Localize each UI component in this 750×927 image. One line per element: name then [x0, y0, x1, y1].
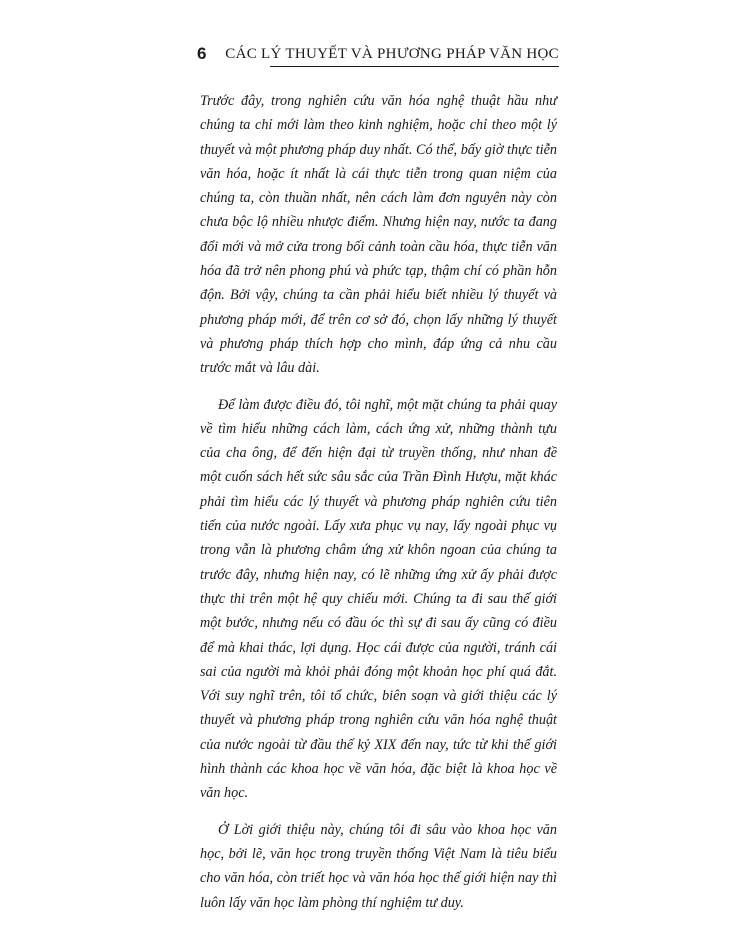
body-text — [200, 89, 557, 927]
paragraph-2: Để làm được điều đó, tôi nghĩ, một mặt chúng ta phải quay về tìm hiểu những cách làm, cách ứng xử, những thành tựu của cha ông, để đến hiện đại từ truyền thống, như nhan đề một cuốn sách hết sức sâu sắc của Trần Đình Hượu, mặt khác phải tìm hiểu các lý thuyết và phương pháp nghiên cứu tiên tiến của nước ngoài. Lấy xưa phục vụ nay, lấy ngoài phục vụ trong vẫn là phương châm ứng xử khôn ngoan của chúng ta trước đây, nhưng hiện nay, có lẽ những ứng xử ấy phải được thực thi trên một hệ quy chiếu mới. Chúng ta đi sau thế giới một bước, nhưng nếu có đầu óc thì sự đi sau ấy cũng có điều để mà khai thác, lợi dụng. Học cái được của người, tránh cái sai của người mà khỏi phải đóng một khoản học phí quá đắt. Với suy nghĩ trên, tôi tổ chức, biên soạn và giới thiệu các lý thuyết và phương pháp trong nghiên cứu văn hóa nghệ thuật của nước ngoài từ đầu thế kỷ XIX đến nay, tức từ khi thế giới hình thành các khoa học về văn hóa, đặc biệt là khoa học về văn học. — [200, 396, 557, 802]
running-title: CÁC LÝ THUYẾT VÀ PHƯƠNG PHÁP VĂN HỌC — [225, 46, 559, 62]
page-number: 6 — [197, 44, 207, 63]
paragraph-1: Trước đây, trong nghiên cứu văn hóa nghệ thuật hầu như chúng ta chỉ mới làm theo kinh nghiệm, hoặc chỉ theo một lý thuyết và một phương pháp duy nhất. Có thể, bấy giờ thực tiễn văn hóa, hoặc ít nhất là cái thực tiễn trong quan niệm của chúng ta, còn thuần nhất, nên cách làm đơn nguyên này còn chưa bộc lộ nhiều nhược điểm. Nhưng hiện nay, nước ta đang đổi mới và mở cửa trong bối cảnh toàn cầu hóa, thực tiễn văn hóa đã trở nên phong phú và phức tạp, thậm chí có phần hỗn độn. Bởi vậy, chúng ta cần phải hiểu biết nhiều lý thuyết và phương pháp mới, để trên cơ sở đó, chọn lấy những lý thuyết và phương pháp thích hợp cho mình, đáp ứng cả nhu cầu trước mắt và lâu dài. — [200, 93, 557, 377]
page-header — [197, 44, 559, 68]
header-rule — [270, 66, 559, 67]
paragraph-3: Ở Lời giới thiệu này, chúng tôi đi sâu vào khoa học văn học, bởi lẽ, văn học trong truyền thống Việt Nam là tiêu biểu cho văn hóa, còn triết học và văn hóa học thế giới hiện nay thì luôn lấy văn học làm phòng thí nghiệm tư duy. — [200, 821, 557, 911]
